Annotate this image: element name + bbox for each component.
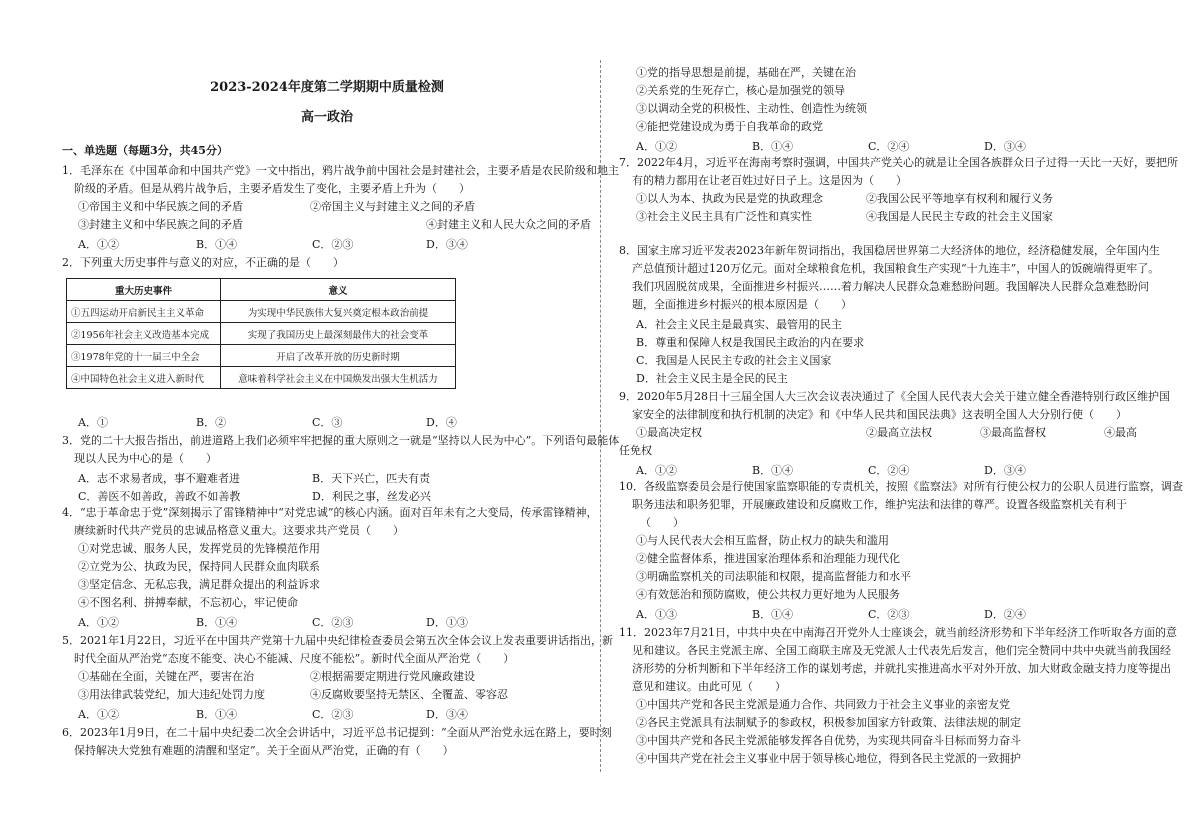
q9-option-b: B．①④ <box>752 464 794 477</box>
q1-option-a: A．①② <box>78 238 119 251</box>
q8-option-d: D．社会主义民主是全民的民主 <box>636 372 788 385</box>
q6-stem-line2: 保持解决大党独有难题的清醒和坚定”。关于全面从严治党，正确的有（ ） <box>74 744 454 757</box>
q7-statement-4: ④我国是人民民主专政的社会主义国家 <box>866 210 1053 223</box>
q5-option-a: A．①② <box>78 708 119 721</box>
q10-stem-line3: （ ） <box>640 516 684 529</box>
table-header-event: 重大历史事件 <box>67 279 221 301</box>
table-cell-event: ①五四运动开启新民主主义革命 <box>67 301 221 323</box>
q8-option-c: C．我国是人民民主专政的社会主义国家 <box>636 354 832 367</box>
q4-stem-line2: 赓续新时代共产党员的忠诚品格意义重大。这要求共产党员（ ） <box>74 524 404 537</box>
table-cell-meaning: 意味着科学社会主义在中国焕发出强大生机活力 <box>221 367 456 389</box>
q2-option-a: A．① <box>78 416 108 429</box>
q10-option-a: A．①③ <box>636 608 677 621</box>
q5-stem-line1: 5．2021年1月22日，习近平在中国共产党第十九届中央纪律检查委员会第五次全体会议上发表重要讲话指出，新 <box>62 634 613 647</box>
q4-stem-line1: 4．“忠于革命忠于党”深刻揭示了雷锋精神中“对党忠诚”的核心内涵。面对百年未有之大变局，传承雷锋精神， <box>62 506 598 519</box>
q10-statement-1: ①与人民代表大会相互监督，防止权力的缺失和滥用 <box>636 534 889 547</box>
q9-stem-line2: 家安全的法律制度和执行机制的决定》和《中华人民共和国民法典》这表明全国人大分别行使（ ） <box>632 408 1127 421</box>
q10-stem-line2: 职务违法和职务犯罪，开展廉政建设和反腐败工作，维护宪法和法律的尊严。设置各级监察机关有利于 <box>632 498 1127 511</box>
q5-option-b: B．①④ <box>196 708 238 721</box>
q6-option-c: C．②④ <box>868 140 910 153</box>
q8-stem-line4: 题，全面推进乡村振兴的根本原因是（ ） <box>632 298 852 311</box>
q9-statement-4-cont: 任免权 <box>619 444 652 457</box>
q11-stem-line1: 11．2023年7月21日，中共中央在中南海召开党外人士座谈会，就当前经济形势和下半年经济工作听取各方面的意 <box>619 626 1177 639</box>
q8-option-a: A．社会主义民主是最真实、最管用的民主 <box>636 318 842 331</box>
q2-option-c: C．③ <box>312 416 343 429</box>
table-cell-event: ④中国特色社会主义进入新时代 <box>67 367 221 389</box>
q9-option-d: D．③④ <box>984 464 1026 477</box>
q3-option-b: B．天下兴亡，匹夫有责 <box>312 472 431 485</box>
q11-statement-4: ④中国共产党在社会主义事业中居于领导核心地位，得到各民主党派的一致拥护 <box>636 752 1021 765</box>
q8-stem-line2: 产总值预计超过120万亿元。面对全球粮食危机，我国粮食生产实现“十九连丰”，中国人的饭碗端得更牢了。 <box>632 262 1160 275</box>
q1-option-d: D．③④ <box>426 238 468 251</box>
q5-option-d: D．③④ <box>426 708 468 721</box>
q8-stem-line3: 我们巩固脱贫成果，全面推进乡村振兴……着力解决人民群众急难愁盼问题。我国解决人民群众急难愁盼问 <box>632 280 1149 293</box>
q1-statement-2: ②帝国主义与封建主义之间的矛盾 <box>310 200 475 213</box>
q4-statement-3: ③坚定信念、无私忘我，满足群众提出的利益诉求 <box>78 578 320 591</box>
q11-stem-line3: 济形势的分析判断和下半年经济工作的谋划考虑，并就扎实推进高水平对外开放、加大财政金融支持力度等提出 <box>632 662 1171 675</box>
q4-statement-2: ②立党为公、执政为民，保持同人民群众血肉联系 <box>78 560 320 573</box>
q1-statement-4: ④封建主义和人民大众之间的矛盾 <box>426 218 591 231</box>
q9-option-a: A．①② <box>636 464 677 477</box>
q8-option-b: B．尊重和保障人权是我国民主政治的内在要求 <box>636 336 865 349</box>
section-heading: 一、单选题（每题3分，共45分） <box>62 144 228 157</box>
q1-statement-3: ③封建主义和中华民族之间的矛盾 <box>78 218 243 231</box>
q9-statement-4: ④最高 <box>1104 426 1137 439</box>
exam-subject: 高一政治 <box>300 110 353 125</box>
q3-stem-line2: 现以人民为中心的是（ ） <box>74 452 217 465</box>
q5-stem-line2: 时代全面从严治党“态度不能变、决心不能减、尺度不能松”。新时代全面从严治党（ ） <box>74 652 515 665</box>
q5-statement-4: ④反腐败要坚持无禁区、全覆盖、零容忍 <box>310 688 508 701</box>
q6-statement-1: ①党的指导思想是前提，基础在严，关键在治 <box>636 66 856 79</box>
q10-option-c: C．②③ <box>868 608 910 621</box>
q6-option-b: B．①④ <box>752 140 794 153</box>
q7-stem-line2: 有的精力都用在让老百姓过好日子上。这是因为（ ） <box>632 174 907 187</box>
exam-title: 2023-2024年度第二学期期中质量检测 <box>210 80 444 95</box>
q5-option-c: C．②③ <box>312 708 354 721</box>
q5-statement-3: ③用法律武装党纪，加大违纪处罚力度 <box>78 688 265 701</box>
table-header-meaning: 意义 <box>221 279 456 301</box>
q1-stem-line2: 阶级的矛盾。但是从鸦片战争后，主要矛盾发生了变化，主要矛盾上升为（ ） <box>74 182 470 195</box>
q10-option-d: D．②④ <box>984 608 1026 621</box>
q5-statement-2: ②根据需要定期进行党风廉政建设 <box>310 670 475 683</box>
q11-stem-line4: 意见和建议。由此可见（ ） <box>632 680 786 693</box>
q11-statement-3: ③中国共产党和各民主党派能够发挥各自优势，为实现共同奋斗目标而努力奋斗 <box>636 734 1021 747</box>
q7-statement-3: ③社会主义民主具有广泛性和真实性 <box>636 210 812 223</box>
q7-statement-2: ②我国公民平等地享有权利和履行义务 <box>866 192 1053 205</box>
table-row <box>67 301 456 323</box>
q2-option-b: B．② <box>196 416 227 429</box>
q8-stem-line1: 8．国家主席习近平发表2023年新年贺词指出，我国稳居世界第二大经济体的地位，经济稳健发展，全年国内生 <box>619 244 1160 257</box>
q6-statement-4: ④能把党建设成为勇于自我革命的政党 <box>636 120 823 133</box>
q6-statement-3: ③以调动全党的积极性、主动性、创造性为统领 <box>636 102 867 115</box>
q9-statement-1: ①最高决定权 <box>636 426 702 439</box>
table-row <box>67 323 456 345</box>
q10-option-b: B．①④ <box>752 608 794 621</box>
q9-statement-3: ③最高监督权 <box>980 426 1046 439</box>
q4-statement-4: ④不图名利、拼搏奉献，不忘初心，牢记使命 <box>78 596 298 609</box>
q7-stem-line1: 7．2022年4月，习近平在海南考察时强调，中国共产党关心的就是让全国各族群众日子过得一天比一天好，要把所 <box>619 156 1178 169</box>
q10-statement-4: ④有效惩治和预防腐败，使公共权力更好地为人民服务 <box>636 588 900 601</box>
q6-option-a: A．①② <box>636 140 677 153</box>
q1-option-c: C．②③ <box>312 238 354 251</box>
q5-statement-1: ①基础在全面，关键在严，要害在治 <box>78 670 254 683</box>
q10-statement-2: ②健全监督体系，推进国家治理体系和治理能力现代化 <box>636 552 900 565</box>
q2-stem: 2．下列重大历史事件与意义的对应，不正确的是（ ） <box>62 256 344 269</box>
q4-option-b: B．①④ <box>196 616 238 629</box>
table-cell-event: ③1978年党的十一届三中全会 <box>67 345 221 367</box>
q9-statement-2: ②最高立法权 <box>866 426 932 439</box>
q4-option-a: A．①② <box>78 616 119 629</box>
table-cell-meaning: 开启了改革开放的历史新时期 <box>221 345 456 367</box>
q4-statement-1: ①对党忠诚、服务人民，发挥党员的先锋模范作用 <box>78 542 320 555</box>
q4-option-d: D．①③ <box>426 616 468 629</box>
q6-option-d: D．③④ <box>984 140 1026 153</box>
table-header-row <box>67 279 456 301</box>
q3-option-a: A．志不求易者成，事不避难者进 <box>78 472 240 485</box>
q10-stem-line1: 10．各级监察委员会是行使国家监察职能的专责机关，按照《监察法》对所有行使公权力的公职人员进行监察，调查 <box>619 480 1183 493</box>
q6-stem-line1: 6．2023年1月9日，在二十届中央纪委二次全会讲话中，习近平总书记提到：“全面从严治党永远在路上，要时刻 <box>62 726 612 739</box>
q11-statement-1: ①中国共产党和各民主党派是通力合作、共同致力于社会主义事业的亲密友党 <box>636 698 1010 711</box>
table-cell-event: ②1956年社会主义改造基本完成 <box>67 323 221 345</box>
q11-stem-line2: 见和建议。各民主党派主席、全国工商联主席及无党派人士代表先后发言，他们完全赞同中共中央就当前我国经 <box>632 644 1171 657</box>
table-cell-meaning: 实现了我国历史上最深刻最伟大的社会变革 <box>221 323 456 345</box>
table-cell-meaning: 为实现中华民族伟大复兴奠定根本政治前提 <box>221 301 456 323</box>
q3-option-d: D．利民之事，丝发必兴 <box>312 490 431 503</box>
q10-statement-3: ③明确监察机关的司法职能和权限，提高监督能力和水平 <box>636 570 911 583</box>
q9-stem-line1: 9．2020年5月28日十三届全国人大三次会议表决通过了《全国人民代表大会关于建立健全香港特别行政区维护国 <box>619 390 1170 403</box>
table-row <box>67 345 456 367</box>
q1-statement-1: ①帝国主义和中华民族之间的矛盾 <box>78 200 243 213</box>
q1-stem-line1: 1．毛泽东在《中国革命和中国共产党》一文中指出，鸦片战争前中国社会是封建社会，主要矛盾是农民阶级和地主 <box>62 164 619 177</box>
q7-statement-1: ①以人为本、执政为民是党的执政理念 <box>636 192 823 205</box>
table-row <box>67 367 456 389</box>
q11-statement-2: ②各民主党派具有法制赋予的参政权，积极参加国家方针政策、法律法规的制定 <box>636 716 1021 729</box>
q1-option-b: B．①④ <box>196 238 238 251</box>
q3-option-c: C．善医不如善政，善政不如善教 <box>78 490 241 503</box>
history-events-table <box>66 278 456 389</box>
q6-statement-2: ②关系党的生死存亡，核心是加强党的领导 <box>636 84 845 97</box>
q3-stem-line1: 3．党的二十大报告指出，前进道路上我们必须牢牢把握的重大原则之一就是“坚持以人民为中心”。下列语句最能体 <box>62 434 620 447</box>
q9-option-c: C．②④ <box>868 464 910 477</box>
q2-option-d: D．④ <box>426 416 457 429</box>
q4-option-c: C．②③ <box>312 616 354 629</box>
